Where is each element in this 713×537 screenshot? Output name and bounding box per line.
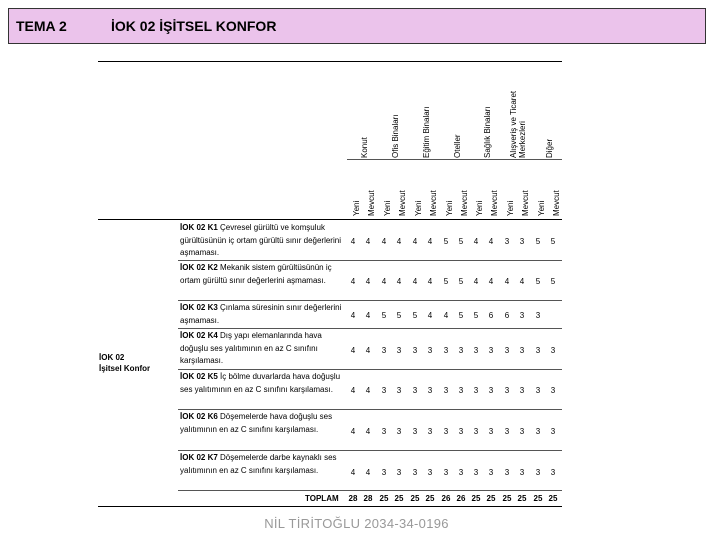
score-cell: 3 [412,426,418,436]
score-cell: 3 [443,345,449,355]
row-divider [178,409,562,410]
score-cell: 4 [427,237,433,246]
score-cell: 3 [473,467,479,477]
score-cell: 3 [443,426,449,436]
score-cell: 3 [550,345,556,355]
criterion-code: İOK 02 K4 [180,331,221,340]
score-cell: 3 [427,345,433,355]
score-cell: 4 [365,237,371,246]
column-group-header [417,78,447,160]
score-cell: 6 [488,311,494,320]
row-divider [178,260,562,261]
criterion-code: İOK 02 K7 [180,453,221,462]
score-cell: 4 [350,277,356,286]
score-cell: 3 [458,386,464,395]
score-cell: 4 [350,426,356,436]
criterion-text: Dış yapı elemanlarında hava doğuşlu ses yalıtımının en az C sınıfını karşılaması. [180,331,322,365]
sub-header-label: Yeni [414,200,423,216]
sub-header-label: Yeni [445,200,454,216]
score-cell: 4 [365,311,371,320]
score-cell: 3 [504,345,510,355]
score-cell: 3 [381,467,387,477]
score-cell: 5 [443,277,449,286]
total-cell: 25 [410,494,420,503]
score-cell: 4 [488,237,494,246]
row-divider [178,328,562,329]
score-cell: 3 [396,386,402,395]
score-cell: 5 [473,311,479,320]
criterion-label [180,452,348,477]
score-cell: 5 [412,311,418,320]
sub-header-label: Mevcut [429,190,438,216]
criterion-text: Döşemelerde hava doğuşlu ses yalıtımının en az C sınıfını karşılaması. [180,412,333,434]
total-cell: 26 [456,494,466,503]
score-cell: 4 [365,426,371,436]
score-cell: 5 [535,277,541,286]
criterion-label [180,411,348,436]
column-group-label: Konut [360,137,369,158]
score-cell: 3 [519,345,525,355]
row-divider [178,450,562,451]
score-cell: 3 [427,426,433,436]
sub-header-yeni [382,160,396,216]
score-cell: 3 [535,467,541,477]
criterion-code: İOK 02 K6 [180,412,221,421]
score-cell: 3 [504,426,510,436]
header-bar [8,8,706,44]
column-group-label: Eğitim Binaları [422,106,431,158]
score-cell: 3 [535,386,541,395]
score-cell: 3 [488,386,494,395]
sub-header-label: Mevcut [490,190,499,216]
score-cell: 3 [488,426,494,436]
page-title: İOK 02 İŞİTSEL KONFOR [111,18,277,34]
score-cell: 4 [504,277,510,286]
column-group-header [540,78,570,160]
sub-header-yeni [536,160,550,216]
criterion-label [180,371,348,396]
section-code: İOK 02 [99,353,125,362]
criterion-code: İOK 02 K3 [180,303,221,312]
criterion-text: İç bölme duvarlarda hava doğuşlu ses yalıtımının en az C sınıfını karşılaması. [180,372,341,394]
score-cell: 3 [519,237,525,246]
column-group-label: Ofis Binaları [391,114,400,158]
score-cell: 3 [443,386,449,395]
sub-header-label: Mevcut [367,190,376,216]
score-cell: 4 [427,277,433,286]
sub-header-label: Mevcut [398,190,407,216]
sub-header-mevcut [428,160,442,216]
score-cell: 4 [396,237,402,246]
score-cell: 4 [350,311,356,320]
score-cell: 4 [427,311,433,320]
sub-header-mevcut [520,160,534,216]
sub-header-yeni [474,160,488,216]
footer-author: NİL TİRİTOĞLU 2034-34-0196 [264,516,449,531]
score-cell: 3 [396,467,402,477]
score-cell: 3 [396,426,402,436]
total-cell: 25 [425,494,435,503]
score-cell: 3 [519,386,525,395]
score-cell: 3 [519,467,525,477]
score-cell: 3 [412,386,418,395]
score-cell: 3 [458,345,464,355]
score-cell: 3 [488,467,494,477]
total-cell: 26 [441,494,451,503]
score-cell: 3 [504,237,510,246]
sub-header-mevcut [551,160,565,216]
sub-header-mevcut [397,160,411,216]
sub-header-label: Yeni [383,200,392,216]
score-cell: 3 [473,386,479,395]
score-cell: 3 [427,386,433,395]
score-cell: 3 [412,467,418,477]
score-cell: 3 [381,345,387,355]
column-group-label: Sağlık Binaları [483,106,492,158]
score-cell: 5 [458,237,464,246]
score-cell: 3 [458,467,464,477]
column-group-label: Diğer [545,138,554,158]
total-cell: 28 [348,494,358,503]
score-cell: 5 [458,277,464,286]
sub-header-label: Yeni [506,200,515,216]
sub-header-label: Yeni [475,200,484,216]
sub-header-yeni [351,160,365,216]
total-cell: 25 [486,494,496,503]
score-cell: 5 [458,311,464,320]
score-cell: 3 [381,386,387,395]
table-bottom-rule [98,506,562,507]
sub-header-yeni [444,160,458,216]
criterion-label [180,262,348,287]
score-cell: 4 [473,277,479,286]
score-cell: 3 [550,386,556,395]
column-group-header [509,78,539,160]
total-cell: 25 [548,494,558,503]
score-cell: 5 [550,237,556,246]
total-cell: 25 [533,494,543,503]
score-cell: 5 [443,237,449,246]
header-bottom-rule [98,219,562,220]
score-cell: 3 [535,345,541,355]
score-cell: 3 [535,426,541,436]
criterion-text: Çınlama süresinin sınır değerlerini aşmaması. [180,303,342,325]
column-group-header [386,78,416,160]
score-cell: 3 [519,311,525,320]
sub-header-label: Mevcut [460,190,469,216]
score-cell: 3 [550,467,556,477]
score-cell: 5 [550,277,556,286]
score-cell: 4 [365,467,371,477]
sub-header-label: Mevcut [521,190,530,216]
sub-header-mevcut [489,160,503,216]
total-cell: 25 [517,494,527,503]
criterion-text: Mekanik sistem gürültüsünün iç ortam gürültü sınır değerlerini aşmaması. [180,263,332,285]
tema-label: TEMA 2 [16,18,67,34]
sub-header-mevcut [366,160,380,216]
score-cell: 4 [412,277,418,286]
table-top-rule [98,61,562,62]
score-cell: 4 [350,237,356,246]
criterion-label [180,302,348,327]
column-group-header [478,78,508,160]
row-divider [178,300,562,301]
score-cell: 3 [488,345,494,355]
score-cell: 3 [550,426,556,436]
score-cell: 3 [504,386,510,395]
score-cell: 4 [473,237,479,246]
total-cell: 25 [502,494,512,503]
criterion-label [180,330,348,368]
sub-header-yeni [505,160,519,216]
score-cell: 4 [350,467,356,477]
total-cell: 25 [379,494,389,503]
total-divider [178,490,562,491]
score-cell: 3 [427,467,433,477]
column-group-header [448,78,478,160]
score-cell: 4 [350,345,356,355]
score-cell: 3 [412,345,418,355]
score-cell: 4 [488,277,494,286]
score-cell: 3 [458,426,464,436]
score-cell: 5 [535,237,541,246]
sub-header-label: Yeni [352,200,361,216]
criterion-label [180,222,348,260]
score-cell: 3 [381,426,387,436]
score-cell: 4 [412,237,418,246]
score-cell: 4 [381,277,387,286]
column-group-label: Oteller [453,134,462,158]
score-cell: 4 [365,386,371,395]
score-cell: 4 [350,386,356,395]
score-cell: 3 [473,345,479,355]
sub-header-label: Yeni [537,200,546,216]
total-cell: 25 [471,494,481,503]
score-cell: 3 [396,345,402,355]
score-cell: 3 [535,311,541,320]
criterion-text: Çevresel gürültü ve komşuluk gürültüsünün iç ortam gürültü sınır değerlerini aşmaması. [180,223,341,257]
sub-header-yeni [413,160,427,216]
section-label [99,352,150,374]
score-cell: 3 [443,467,449,477]
score-cell: 4 [365,345,371,355]
score-cell: 4 [519,277,525,286]
score-cell: 3 [504,467,510,477]
score-cell: 3 [519,426,525,436]
score-cell: 4 [396,277,402,286]
score-cell: 6 [504,311,510,320]
score-cell: 4 [443,311,449,320]
total-cell: 25 [394,494,404,503]
criterion-code: İOK 02 K5 [180,372,221,381]
criterion-text: Döşemelerde darbe kaynaklı ses yalıtımının en az C sınıfını karşılaması. [180,453,337,475]
sub-header-label: Mevcut [552,190,561,216]
section-name: İşitsel Konfor [99,364,151,373]
criterion-code: İOK 02 K1 [180,223,221,232]
score-cell: 3 [473,426,479,436]
score-cell: 5 [396,311,402,320]
column-group-header [355,78,385,160]
score-cell: 5 [381,311,387,320]
row-divider [178,369,562,370]
score-cell: 4 [381,237,387,246]
total-cell: 28 [363,494,373,503]
score-cell: 4 [365,277,371,286]
sub-header-mevcut [459,160,473,216]
total-label: TOPLAM [305,494,339,503]
column-group-label: Alışveriş ve Ticaret Merkezleri [509,90,527,158]
criterion-code: İOK 02 K2 [180,263,221,272]
